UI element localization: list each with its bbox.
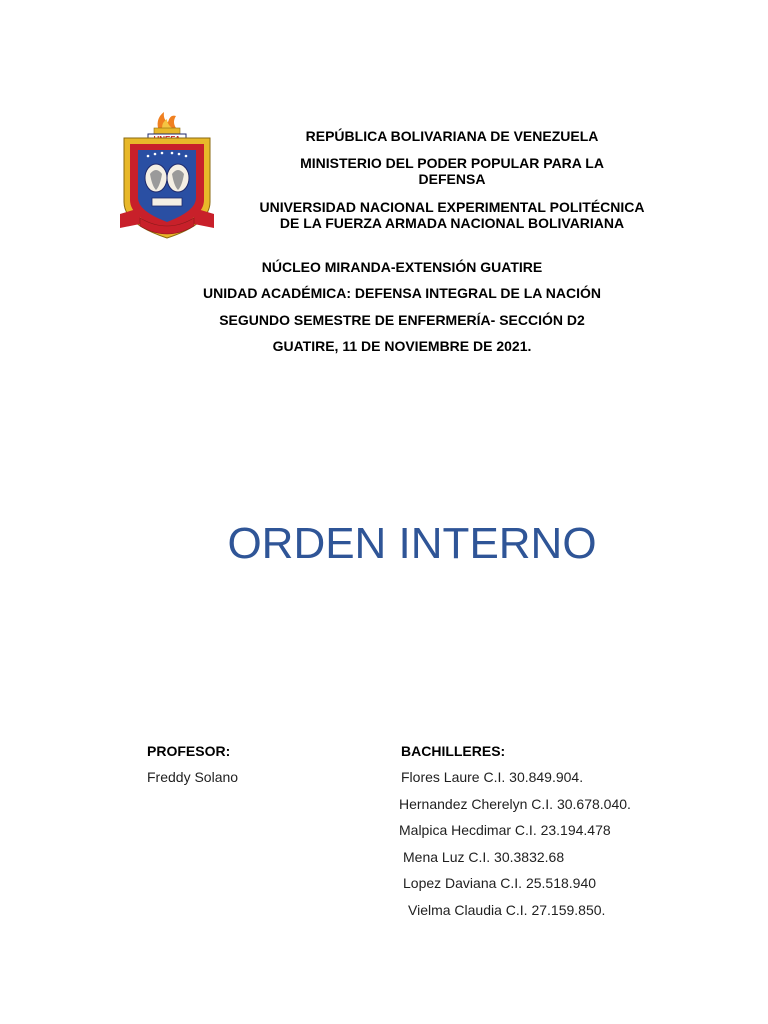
bachiller-item: Malpica Hecdimar C.I. 23.194.478 [399,822,611,838]
profesor-name: Freddy Solano [147,769,239,785]
header-unidad: UNIDAD ACADÉMICA: DEFENSA INTEGRAL DE LA NACIÓN [203,285,601,301]
header-republic: REPÚBLICA BOLIVARIANA DE VENEZUELA [305,128,599,144]
header-ministry: MINISTERIO DEL PODER POPULAR PARA LA DEFENSA [300,155,604,187]
bachiller-item: Mena Luz C.I. 30.3832.68 [403,849,565,865]
header-university: UNIVERSIDAD NACIONAL EXPERIMENTAL POLITÉCNICA DE LA FUERZA ARMADA NACIONAL BOLIVARIANA [259,199,645,231]
header-semestre: SEGUNDO SEMESTRE DE ENFERMERÍA- SECCIÓN D2 [219,312,585,328]
bachiller-item: Hernandez Cherelyn C.I. 30.678.040. [399,796,631,812]
bachiller-item: Lopez Daviana C.I. 25.518.940 [403,875,597,891]
profesor-label: PROFESOR: [147,743,231,759]
document-title: ORDEN INTERNO [227,519,597,568]
header-date: GUATIRE, 11 DE NOVIEMBRE DE 2021. [272,338,532,354]
header-nucleo: NÚCLEO MIRANDA-EXTENSIÓN GUATIRE [261,259,543,275]
bachiller-item: Vielma Claudia C.I. 27.159.850. [408,902,606,918]
bachilleres-label: BACHILLERES: [401,743,506,759]
bachiller-item: Flores Laure C.I. 30.849.904. [401,769,584,785]
